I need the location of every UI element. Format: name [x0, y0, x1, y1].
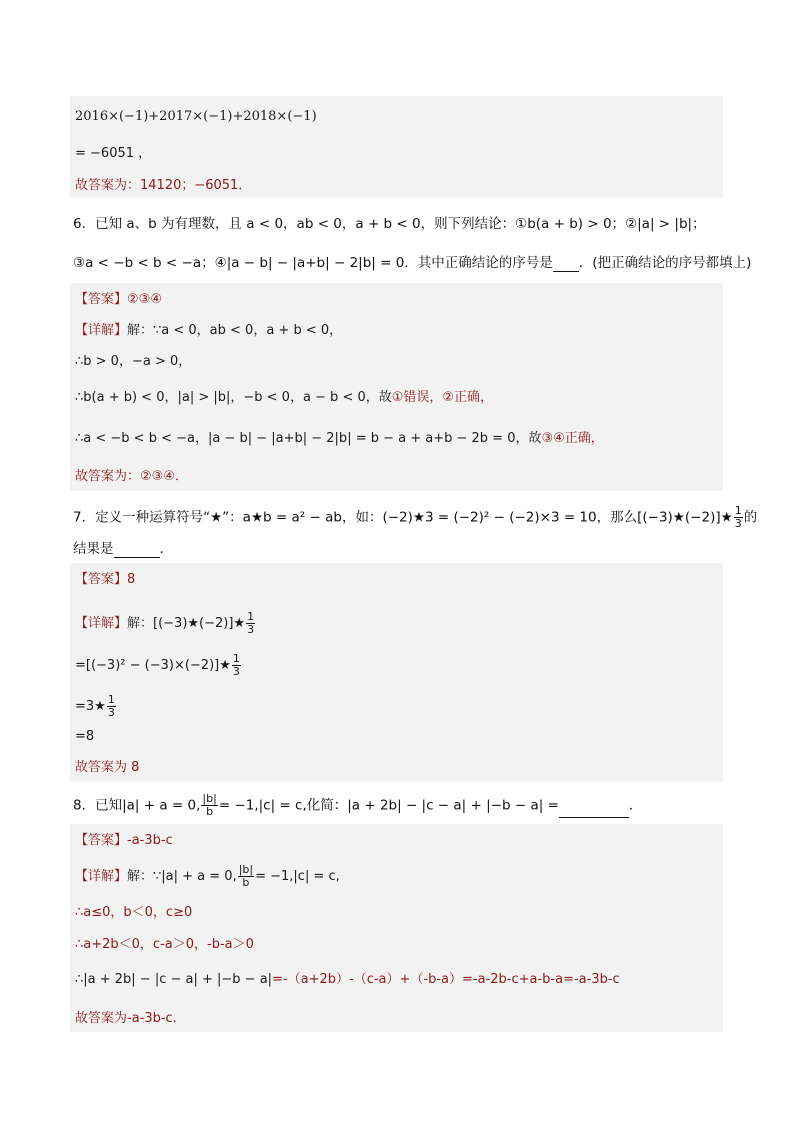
q6-stem-line1: 6．已知 a、b 为有理数，且 a < 0，ab < 0，a + b < 0，则下列结论：①b(a + b) > 0；②|a| > |b|； [73, 216, 706, 232]
q7-detail-frac3-den: 3 [107, 706, 115, 719]
q8-detail-line4 [75, 971, 620, 989]
q7-detail-label: 【详解】 [75, 616, 128, 631]
q7-detail-text3: =3★ [75, 699, 106, 714]
q8-detail-line4-tail: =-（a+2b）-（c-a）+（-b-a）=-a-2b-c+a-b-a=-a-3b-c [272, 972, 620, 987]
q8-answer-block [70, 824, 723, 1032]
q6-stem-line2-text: ③a < −b < b < −a；④|a − b| − |a+b| − 2|b| = 0．其中正确结论的序号是 [73, 255, 553, 271]
q7-stem-line2 [73, 540, 173, 558]
q6-detail-line1 [75, 322, 342, 340]
q6-answer-line [75, 291, 162, 309]
q8-detail-line2: ∴a≤0，b＜0，c≥0 [75, 905, 193, 920]
q8-stem-frac-num: |b| [202, 792, 217, 805]
q8-stem-fraction [201, 793, 217, 818]
q7-detail-frac1-den: 3 [247, 623, 255, 636]
q7-detail-frac2-num: 1 [232, 652, 240, 665]
q7-stem-tail: 的 [743, 509, 758, 526]
q6-detail-line4-tail: ③④正确， [541, 431, 604, 446]
q7-stem-text: 7．定义一种运算符号“★”：a★b = a² − ab，如：(−2)★3 = (−2)² − (−2)×3 = 10，那么[(−3)★(−2)]★ [73, 509, 733, 526]
q8-detail-fraction [238, 864, 254, 889]
q6-detail-text1: 解：∵a < 0，ab < 0，a + b < 0， [127, 323, 343, 338]
q8-stem-line1 [73, 793, 642, 818]
q8-stem-tail: ． [628, 797, 643, 814]
q7-conclusion: 故答案为 8 [75, 760, 140, 775]
q8-detail-text1b: = −1,|c| = c, [255, 869, 340, 884]
q7-detail-line2 [75, 653, 242, 678]
q8-detail-line3: ∴a+2b＜0，c-a＞0，-b-a＞0 [75, 937, 254, 952]
q6-detail-label: 【详解】 [75, 323, 128, 338]
q7-detail-fraction2 [232, 653, 241, 678]
q7-stem-fraction [734, 505, 743, 530]
q7-detail-fraction3 [107, 694, 116, 719]
q6-detail-line3-tail: ①错误，②正确， [391, 390, 494, 405]
q8-detail-frac-den: b [242, 876, 250, 889]
q5-conclusion: 故答案为：14120；−6051． [75, 178, 252, 193]
q7-stem-frac-den: 3 [734, 517, 742, 530]
q8-detail-line1 [75, 864, 340, 889]
q8-stem-text-a: 8．已知|a| + a = 0, [73, 797, 201, 814]
q6-detail-line3 [75, 389, 493, 407]
q7-detail-line3 [75, 694, 117, 719]
q5-equation-line: 2016×(−1)+2017×(−1)+2018×(−1) [75, 109, 317, 124]
q7-answer-label: 【答案】 [75, 572, 128, 587]
q6-answer-blank [553, 257, 579, 272]
q6-stem-line2-tail: ．(把正确结论的序号都填上) [578, 255, 752, 271]
q5-result-line: = −6051 ， [75, 146, 152, 161]
q7-detail-text2: =[(−3)² − (−3)×(−2)]★ [75, 658, 231, 673]
q7-detail-text1: 解：[(−3)★(−2)]★ [127, 616, 246, 631]
q7-detail-fraction1 [246, 611, 255, 636]
q8-conclusion: 故答案为-a-3b-c. [75, 1011, 177, 1026]
q8-answer-line [75, 832, 173, 850]
q6-stem-line2 [73, 254, 751, 272]
q8-stem-text-b: = −1,|c| = c,化简：|a + 2b| − |c − a| + |−b − a| = [218, 797, 559, 814]
q6-answer-block [70, 283, 723, 491]
q7-detail-frac3-num: 1 [107, 693, 115, 706]
q8-detail-line4-math: ∴|a + 2b| − |c − a| + |−b − a| [75, 972, 273, 987]
q7-detail-line1 [75, 611, 256, 636]
q8-answer-blank [559, 803, 629, 818]
q8-detail-label: 【详解】 [75, 869, 128, 884]
q6-detail-line3-math: ∴b(a + b) < 0，|a| > |b|，−b < 0，a − b < 0，故 [75, 390, 392, 405]
q6-detail-line4 [75, 430, 604, 448]
q6-conclusion: 故答案为：②③④． [75, 469, 188, 484]
q6-answer-label: 【答案】 [75, 292, 128, 307]
q7-stem-line1 [73, 505, 757, 530]
q7-detail-frac1-num: 1 [247, 610, 255, 623]
q8-detail-text1a: 解：∵|a| + a = 0, [127, 869, 237, 884]
q6-detail-line2: ∴b > 0，−a > 0， [75, 354, 192, 369]
q6-answer-value: ②③④ [127, 292, 162, 307]
q7-detail-line4: =8 [75, 729, 95, 744]
q6-detail-line4-math: ∴a < −b < b < −a，|a − b| − |a+b| − 2|b| = b − a + a+b − 2b = 0，故 [75, 431, 542, 446]
q8-stem-frac-den: b [206, 805, 214, 818]
q8-answer-value: -a-3b-c [127, 833, 173, 848]
q7-answer-blank [114, 543, 160, 558]
q7-answer-value: 8 [127, 572, 136, 587]
q8-answer-label: 【答案】 [75, 833, 128, 848]
q7-answer-line [75, 571, 135, 589]
q7-stem-frac-num: 1 [734, 504, 742, 517]
q8-detail-frac-num: |b| [238, 863, 254, 876]
q7-detail-frac2-den: 3 [232, 665, 240, 678]
q7-stem-line2-text: 结果是 [73, 541, 114, 557]
q7-stem-line2-tail: ． [159, 541, 173, 557]
